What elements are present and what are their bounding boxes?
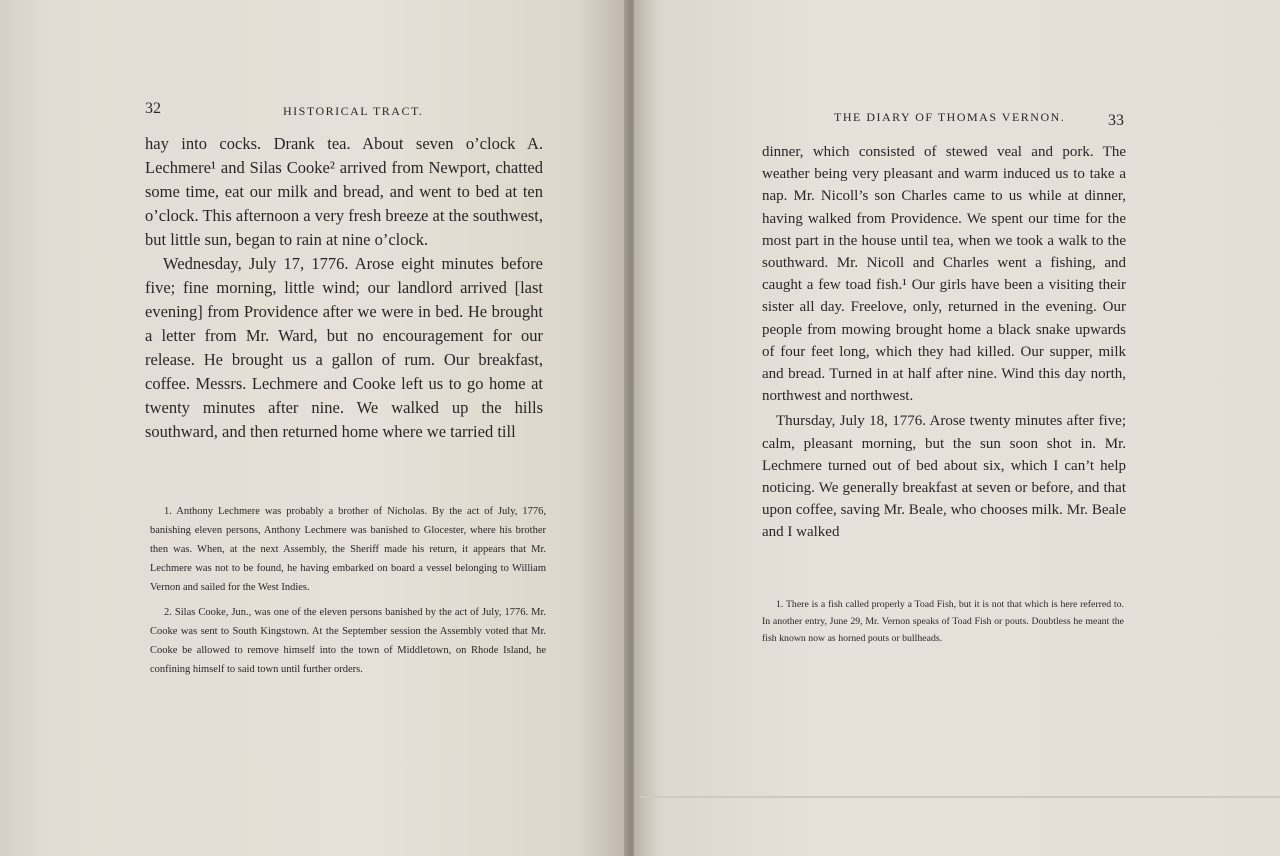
right-paragraph-1: dinner, which consisted of stewed veal and pork. The weather being very pleasant and warm induced us to take a nap. Mr. Nicoll’s son Charles came to us while at dinner, having walked from Providence. We spent our time for the most part in the house until tea, when we took a walk to the southward. Mr. Nicoll and Charles went a fishing, and caught a few toad fish.¹ Our girls have been a visiting their sister all day. Freelove, only, returned in the evening. Our people from mowing brought home a black snake upwards of four feet long, which they had killed. Our supper, milk and bread. Turned in at half after nine. Wind this day north, northwest and northwest. xyxy=(762,144,1126,405)
right-page xyxy=(634,0,1280,856)
right-paragraph-2: Thursday, July 18, 1776. Arose twenty minutes after five; calm, pleasant morning, but the sun soon shot in. Mr. Lechmere turned out of bed about six, which I can’t help noticing. We generally breakfast at seven or before, and that upon coffee, saving Mr. Beale, who chooses milk. Mr. Beale and I walked xyxy=(762,413,1126,541)
left-footnotes xyxy=(150,502,546,685)
left-running-head: HISTORICAL TRACT. xyxy=(283,104,424,118)
right-body xyxy=(762,141,1126,544)
left-paragraph-2: Wednesday, July 17, 1776. Arose eight minutes before five; fine morning, little wind; our landlord arrived [last evening] from Providence after we were in bed. He brought a letter from Mr. Ward, but no encouragement for our release. He brought us a gallon of rum. Our breakfast, coffee. Messrs. Lechmere and Cooke left us to go home at twenty minutes after nine. We walked up the hills southward, and then returned home where we tarried till xyxy=(145,254,543,441)
left-footnote-1: 1. Anthony Lechmere was probably a brother of Nicholas. By the act of July, 1776, banishing eleven persons, Anthony Lechmere was banished to Glocester, where his brother then was. When, at the next Assembly, the Sheriff made his return, it appears that Mr. Lechmere was not to be found, he having embarked on board a vessel belonging to William Vernon and sailed for the West Indies. xyxy=(150,506,546,593)
left-page xyxy=(0,0,628,856)
right-page-number: 33 xyxy=(1108,112,1124,129)
left-paragraph-1: hay into cocks. Drank tea. About seven o’clock A. Lechmere¹ and Silas Cooke² arrived from Newport, chatted some time, eat our milk and bread, and went to bed at ten o’clock. This afternoon a very fresh breeze at the southwest, but little sun, began to rain at nine o’clock. xyxy=(145,134,543,249)
page-edge-line xyxy=(640,796,1280,798)
left-body xyxy=(145,132,543,444)
left-page-number: 32 xyxy=(145,100,161,117)
right-running-head: THE DIARY OF THOMAS VERNON. xyxy=(834,110,1066,124)
right-footnote-1: 1. There is a fish called properly a Toad Fish, but it is not that which is here referred to. In another entry, June 29, Mr. Vernon speaks of Toad Fish or pouts. Doubtless he meant the fish known now as horned pouts or bullheads. xyxy=(762,599,1124,644)
left-footnote-2: 2. Silas Cooke, Jun., was one of the eleven persons banished by the act of July, 1776. Mr. Cooke was sent to South Kingstown. At the September session the Assembly voted that Mr. Cooke be allowed to remove himself into the town of Middletown, on Rhode Island, he confining himself to said town until further orders. xyxy=(150,607,546,675)
right-footnotes xyxy=(762,596,1124,653)
